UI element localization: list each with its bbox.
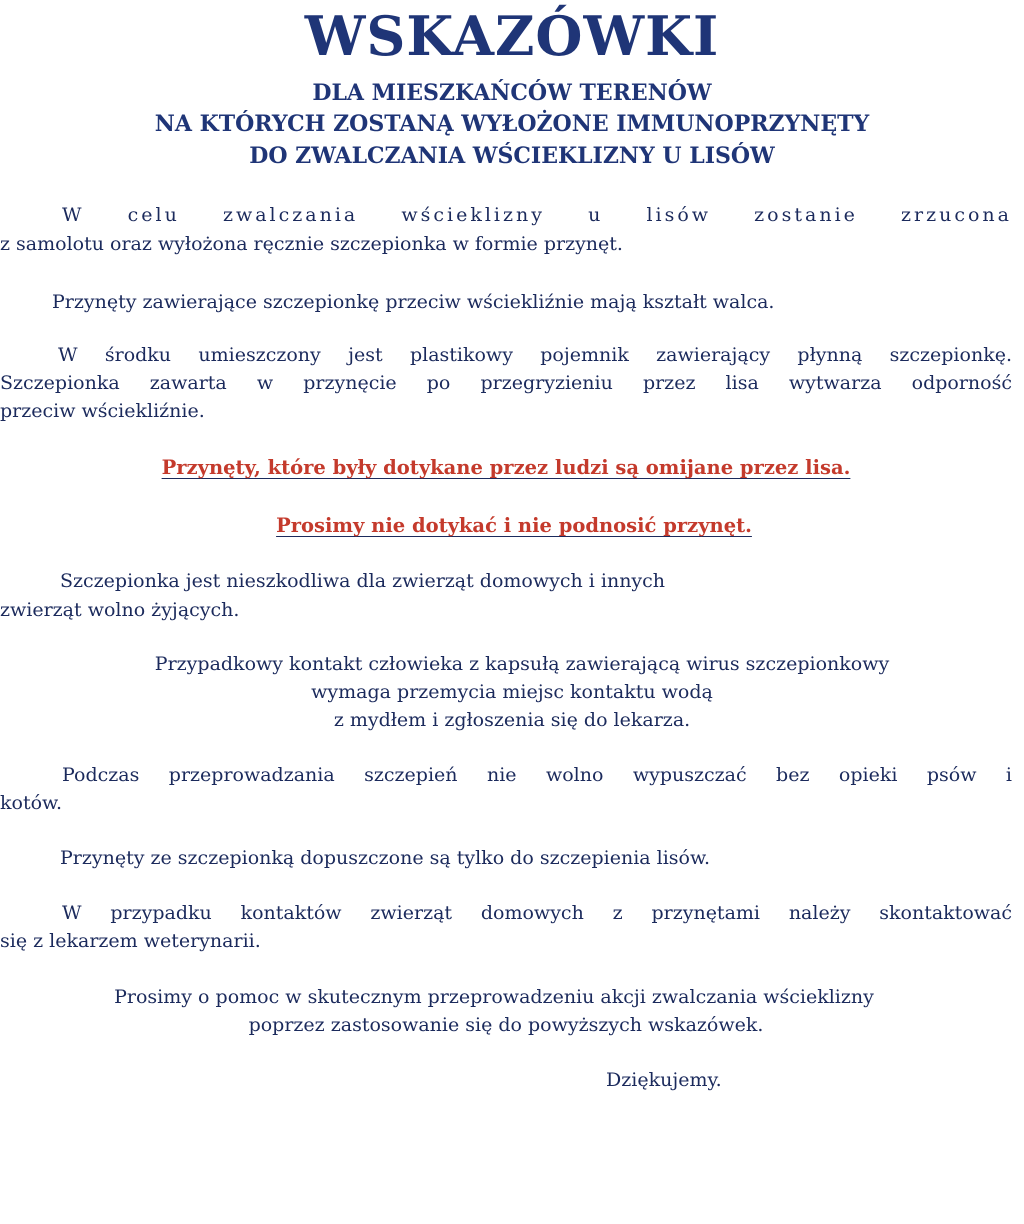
paragraph-3-line-3: przeciw wściekliźnie. — [0, 400, 205, 422]
paragraph-3-line-1: W środku umieszczony jest plastikowy pojemnik zawierający płynną szczepionkę. — [58, 344, 1012, 366]
paragraph-1-line-2: z samolotu oraz wyłożona ręcznie szczepionka w formie przynęt. — [0, 233, 623, 255]
paragraph-3-line-2: Szczepionka zawarta w przynęcie po przegryzieniu przez lisa wytwarza odporność — [0, 372, 1012, 394]
warning-do-not-touch: Prosimy nie dotykać i nie podnosić przynęt. — [276, 514, 752, 537]
closing-thanks: Dziękujemy. — [606, 1069, 722, 1091]
page-title: WSKAZÓWKI — [304, 4, 720, 68]
paragraph-9-line-1: Prosimy o pomoc w skutecznym przeprowadzeniu akcji zwalczania wścieklizny — [114, 986, 874, 1008]
paragraph-8-line-2: się z lekarzem weterynarii. — [0, 930, 261, 952]
paragraph-6-line-1: Podczas przeprowadzania szczepień nie wolno wypuszczać bez opieki psów i — [62, 764, 1012, 786]
paragraph-5-line-3: z mydłem i zgłoszenia się do lekarza. — [333, 709, 691, 731]
warning-untouched-baits: Przynęty, które były dotykane przez ludzi są omijane przez lisa. — [161, 456, 851, 479]
paragraph-4-line-2: zwierząt wolno żyjących. — [0, 599, 240, 621]
paragraph-8-line-1: W przypadku kontaktów zwierząt domowych z przynętami należy skontaktować — [62, 902, 1012, 924]
paragraph-4-line-1: Szczepionka jest nieszkodliwa dla zwierząt domowych i innych — [60, 570, 666, 592]
subtitle-line-2: NA KTÓRYCH ZOSTANĄ WYŁOŻONE IMMUNOPRZYNĘTY — [154, 111, 870, 137]
paragraph-1-line-1: W celu zwalczania wścieklizny u lisów zostanie zrzucona — [62, 204, 1012, 226]
paragraph-9-line-2: poprzez zastosowanie się do powyższych wskazówek. — [248, 1014, 764, 1036]
paragraph-6-line-2: kotów. — [0, 792, 63, 814]
paragraph-7: Przynęty ze szczepionką dopuszczone są tylko do szczepienia lisów. — [60, 847, 711, 869]
paragraph-5-line-2: wymaga przemycia miejsc kontaktu wodą — [311, 681, 713, 703]
subtitle-line-3: DO ZWALCZANIA WŚCIEKLIZNY U LISÓW — [249, 143, 775, 169]
paragraph-5-line-1: Przypadkowy kontakt człowieka z kapsułą zawierającą wirus szczepionkowy — [154, 653, 890, 675]
subtitle-line-1: DLA MIESZKAŃCÓW TERENÓW — [312, 80, 712, 106]
paragraph-2: Przynęty zawierające szczepionkę przeciw wściekliźnie mają kształt walca. — [52, 291, 775, 313]
